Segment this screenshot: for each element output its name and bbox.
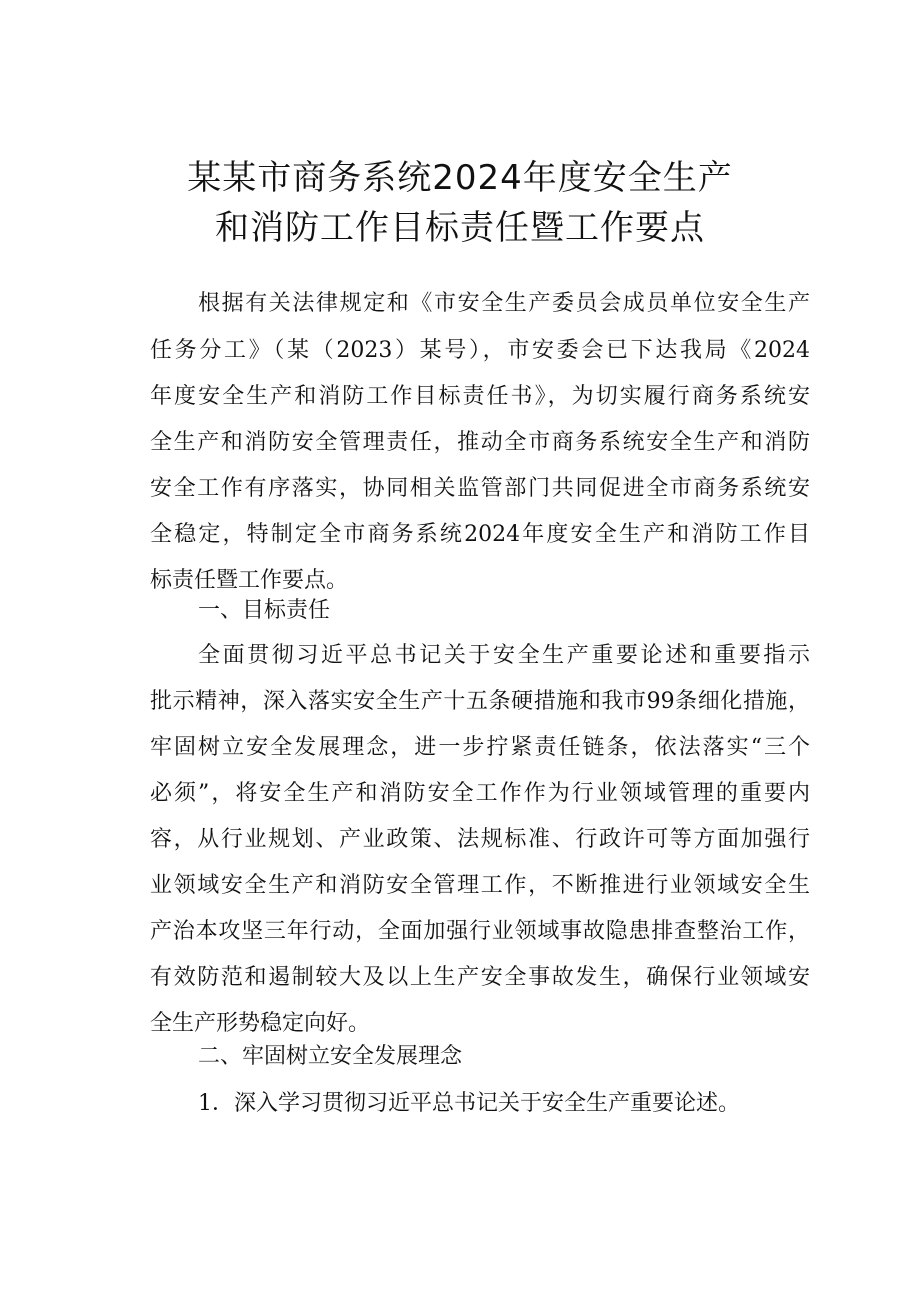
section2-list-item-1: 1．深入学习贯彻习近平总书记关于安全生产重要论述。 xyxy=(198,1091,740,1116)
section-heading-1: 一、目标责任 xyxy=(198,598,331,623)
section1-paragraph-line: 必须”，将安全生产和消防安全工作作为行业领域管理的重要内 xyxy=(150,781,810,806)
document-title-line-2: 和消防工作目标责任暨工作要点 xyxy=(215,208,705,248)
intro-paragraph-line: 全生产和消防安全管理责任，推动全市商务系统安全生产和消防 xyxy=(150,430,810,455)
intro-paragraph-line: 全稳定，特制定全市商务系统2024年度安全生产和消防工作目 xyxy=(150,522,810,547)
document-title-line-1: 某某市商务系统2024年度安全生产 xyxy=(187,158,733,198)
section1-paragraph-line: 业领域安全生产和消防安全管理工作，不断推进行业领域安全生 xyxy=(150,873,810,898)
section1-paragraph-line: 全生产形势稳定向好。 xyxy=(150,1011,371,1036)
section1-paragraph-line: 批示精神，深入落实安全生产十五条硬措施和我市99条细化措施， xyxy=(150,689,810,714)
section1-paragraph-line: 牢固树立安全发展理念，进一步拧紧责任链条，依法落实“三个 xyxy=(150,735,810,760)
section1-paragraph-line: 产治本攻坚三年行动，全面加强行业领域事故隐患排查整治工作， xyxy=(150,919,810,944)
section1-paragraph-line: 容，从行业规划、产业政策、法规标准、行政许可等方面加强行 xyxy=(150,827,810,852)
intro-paragraph-line: 任务分工》（某（2023）某号），市安委会已下达我局《2024 xyxy=(150,338,810,363)
intro-paragraph-line: 年度安全生产和消防工作目标责任书》，为切实履行商务系统安 xyxy=(150,384,810,409)
intro-paragraph-line: 安全工作有序落实，协同相关监管部门共同促进全市商务系统安 xyxy=(150,476,810,501)
intro-paragraph-line: 标责任暨工作要点。 xyxy=(150,568,349,593)
section1-paragraph-line: 全面贯彻习近平总书记关于安全生产重要论述和重要指示 xyxy=(198,643,810,668)
section-heading-2: 二、牢固树立安全发展理念 xyxy=(198,1044,463,1069)
section1-paragraph-line: 有效防范和遏制较大及以上生产安全事故发生，确保行业领域安 xyxy=(150,965,810,990)
intro-paragraph-line: 根据有关法律规定和《市安全生产委员会成员单位安全生产 xyxy=(198,291,810,316)
